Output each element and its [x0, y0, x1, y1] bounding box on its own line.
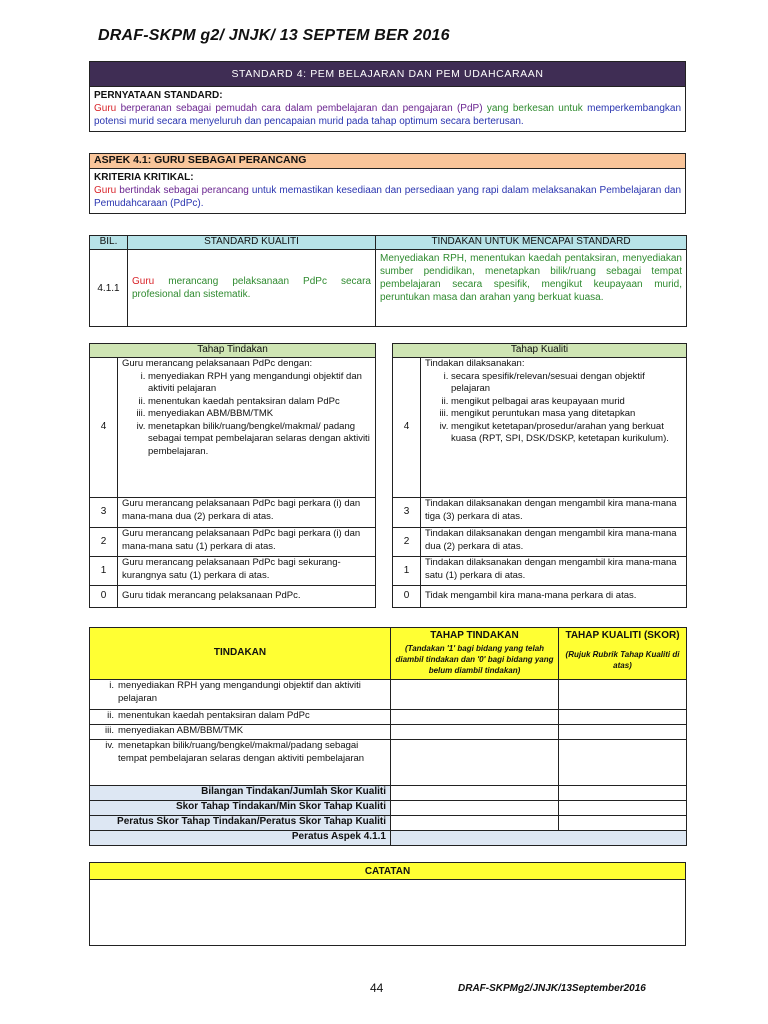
score-tahap-tindakan-cell[interactable]	[391, 725, 559, 740]
tindakan-level-2: 2	[90, 528, 118, 557]
standard-table	[89, 61, 686, 132]
kualiti-item: iv. mengikut ketetapan/prosedur/arahan yang berkuat kuasa (RPT, SPI, DSK/DSKP, ketetapan kurikulum).	[451, 421, 682, 446]
score-tahap-tindakan-cell[interactable]	[391, 710, 559, 725]
kualiti-level-4-desc	[421, 358, 687, 498]
score-header-tahap-kualiti	[559, 628, 687, 680]
score-tahap-tindakan-cell[interactable]	[391, 740, 559, 786]
standard-title: STANDARD 4: PEM BELAJARAN DAN PEM UDAHCARAAN	[90, 62, 686, 87]
kualiti-level-4-intro: Tindakan dilaksanakan:	[425, 358, 525, 369]
tahap-kualiti-table	[392, 343, 687, 608]
kriteria-kritikal	[90, 169, 686, 214]
score-header-tindakan: TINDAKAN	[90, 628, 391, 680]
score-item-1	[90, 680, 391, 710]
summary-bilangan-tindakan-cell[interactable]	[391, 786, 559, 801]
catatan-header: CATATAN	[90, 863, 686, 880]
score-tahap-tindakan-cell[interactable]	[391, 680, 559, 710]
score-item-roman: iv.	[105, 740, 114, 751]
kualiti-item: ii. mengikut pelbagai aras keupayaan murid	[451, 396, 682, 409]
tahap-tindakan-title: TAHAP TINDAKAN	[430, 630, 519, 641]
tindakan-level-2-desc: Guru merancang pelaksanaan PdPc bagi perkara (i) dan mana-mana satu (1) perkara di atas.	[118, 528, 376, 557]
tahap-kualiti-title: TAHAP KUALITI (SKOR)	[565, 630, 680, 641]
tindakan-level-3-desc: Guru merancang pelaksanaan PdPc bagi perkara (i) dan mana-mana dua (2) perkara di atas.	[118, 498, 376, 528]
summary-bilangan-kualiti-cell[interactable]	[559, 786, 687, 801]
pernyataan-text-3: memperkembangkan potensi murid secara menyeluruh dan pencapaian murid pada tahap optimum secara berterusan.	[94, 103, 682, 127]
score-table	[89, 627, 687, 846]
summary-peratus-tindakan-cell[interactable]	[391, 816, 559, 831]
tindakan-level-3: 3	[90, 498, 118, 528]
tahap-kualiti-note: (Rujuk Rubrik Tahap Kualiti di atas)	[565, 649, 680, 670]
pernyataan-label: PERNYATAAN STANDARD:	[94, 90, 223, 101]
pernyataan-text-1: berperanan sebagai pemudah cara dalam pembelajaran dan pengajaran (PdP)	[120, 103, 483, 114]
aspek-table	[89, 153, 686, 214]
aspek-title: ASPEK 4.1: GURU SEBAGAI PERANCANG	[90, 154, 686, 169]
catatan-table	[89, 862, 686, 946]
summary-peratus-label: Peratus Skor Tahap Tindakan/Peratus Skor Tahap Kualiti	[90, 816, 391, 831]
tindakan-standard-text: Menyediakan RPH, menentukan kaedah pentaksiran, menyediakan sumber pendidikan, menetapkan bilik/ruang sebagai tempat pembelajaran secara spesifik, mengikut keupayaan murid, peruntukan masa dan arahan yang berkuat kuasa.	[376, 250, 687, 327]
score-item-text: menentukan kaedah pentaksiran dalam PdPc	[118, 710, 310, 721]
kriteria-text-1: bertindak sebagai perancang	[119, 185, 249, 196]
header-standard-kualiti: STANDARD KUALITI	[128, 236, 376, 250]
kualiti-level-3-desc: Tindakan dilaksanakan dengan mengambil kira mana-mana tiga (3) perkara di atas.	[421, 498, 687, 528]
kriteria-label: KRITERIA KRITIKAL:	[94, 172, 194, 183]
score-item-roman: ii.	[107, 710, 114, 721]
summary-peratus-kualiti-cell[interactable]	[559, 816, 687, 831]
summary-skor-label: Skor Tahap Tindakan/Min Skor Tahap Kualiti	[90, 801, 391, 816]
kualiti-item: iii. mengikut peruntukan masa yang ditetapkan	[451, 408, 682, 421]
table-row	[90, 680, 687, 710]
score-item-roman: i.	[109, 680, 114, 691]
score-item-roman: iii.	[105, 725, 114, 736]
tindakan-item: i. menyediakan RPH yang mengandungi objektif dan aktiviti pelajaran	[148, 371, 371, 396]
standard-kualiti-text	[128, 250, 376, 327]
summary-peratus-aspek-cell[interactable]	[391, 831, 687, 846]
standard-kualiti-subject: Guru	[132, 276, 155, 287]
table-row	[90, 725, 687, 740]
tindakan-level-1-desc: Guru merancang pelaksanaan PdPc bagi sekurang-kurangnya satu (1) perkara di atas.	[118, 557, 376, 586]
kriteria-subject: Guru	[94, 185, 117, 196]
table-row	[90, 710, 687, 725]
score-tahap-kualiti-cell[interactable]	[559, 710, 687, 725]
tindakan-level-4-desc	[118, 358, 376, 498]
tindakan-level-4: 4	[90, 358, 118, 498]
score-item-text: menetapkan bilik/ruang/bengkel/makmal/padang sebagai tempat pembelajaran selaras dengan aktiviti pembelajaran	[118, 740, 365, 764]
kualiti-level-1: 1	[393, 557, 421, 586]
tindakan-level-0-desc: Guru tidak merancang pelaksanaan PdPc.	[118, 586, 376, 608]
kualiti-level-3: 3	[393, 498, 421, 528]
tahap-tindakan-header: Tahap Tindakan	[90, 344, 376, 358]
tindakan-item: iv. menetapkan bilik/ruang/bengkel/makmal/ padang sebagai tempat pembelajaran selaras dengan aktiviti pembelajaran.	[148, 421, 371, 459]
pernyataan-subject: Guru	[94, 103, 117, 114]
score-tahap-kualiti-cell[interactable]	[559, 740, 687, 786]
document-title: DRAF-SKPM g2/ JNJK/ 13 SEPTEM BER 2016	[98, 27, 450, 44]
tindakan-level-4-intro: Guru merancang pelaksanaan PdPc dengan:	[122, 358, 313, 369]
kualiti-level-2-desc: Tindakan dilaksanakan dengan mengambil kira mana-mana dua (2) perkara di atas.	[421, 528, 687, 557]
kualiti-item: i. secara spesifik/relevan/sesuai dengan objektif pelajaran	[451, 371, 682, 396]
summary-bilangan-label: Bilangan Tindakan/Jumlah Skor Kualiti	[90, 786, 391, 801]
score-item-text: menyediakan RPH yang mengandungi objektif dan aktiviti pelajaran	[118, 680, 361, 704]
header-bil: BIL.	[90, 236, 128, 250]
score-item-3	[90, 725, 391, 740]
tahap-tindakan-note: (Tandakan '1' bagi bidang yang telah diambil tindakan dan '0' bagi bidang yang belum diambil tindakan)	[395, 643, 554, 675]
kualiti-level-4: 4	[393, 358, 421, 498]
kriteria-text-2: untuk memastikan kesediaan dan persediaan yang rapi dalam melaksanakan Pembelajaran dan Pemudahcaraan (PdPc).	[94, 185, 682, 209]
tahap-kualiti-header: Tahap Kualiti	[393, 344, 687, 358]
tindakan-item: iii. menyediakan ABM/BBM/TMK	[148, 408, 371, 421]
tindakan-level-0: 0	[90, 586, 118, 608]
tindakan-item: ii. menentukan kaedah pentaksiran dalam PdPc	[148, 396, 371, 409]
summary-skor-tindakan-cell[interactable]	[391, 801, 559, 816]
score-tahap-kualiti-cell[interactable]	[559, 680, 687, 710]
score-tahap-kualiti-cell[interactable]	[559, 725, 687, 740]
summary-skor-kualiti-cell[interactable]	[559, 801, 687, 816]
kualiti-level-1-desc: Tindakan dilaksanakan dengan mengambil kira mana-mana satu (1) perkara di atas.	[421, 557, 687, 586]
summary-peratus-aspek-label: Peratus Aspek 4.1.1	[90, 831, 391, 846]
page-number: 44	[370, 981, 384, 995]
tahap-tindakan-table	[89, 343, 376, 608]
score-item-text: menyediakan ABM/BBM/TMK	[118, 725, 244, 736]
standard-kualiti-table	[89, 235, 687, 327]
catatan-body[interactable]	[90, 880, 686, 946]
table-row	[90, 740, 687, 786]
footer-doc-ref: DRAF-SKPMg2/JNJK/13September2016	[458, 983, 646, 994]
header-tindakan: TINDAKAN UNTUK MENCAPAI STANDARD	[376, 236, 687, 250]
score-item-2	[90, 710, 391, 725]
kualiti-level-0-desc: Tidak mengambil kira mana-mana perkara di atas.	[421, 586, 687, 608]
pernyataan-text-2: yang berkesan untuk	[486, 103, 583, 114]
tindakan-level-1: 1	[90, 557, 118, 586]
pernyataan-standard	[90, 87, 686, 132]
bil-value: 4.1.1	[90, 250, 128, 327]
score-header-tahap-tindakan	[391, 628, 559, 680]
kualiti-level-2: 2	[393, 528, 421, 557]
standard-kualiti-desc: merancang pelaksanaan PdPc secara profesional dan sistematik.	[132, 276, 371, 300]
kualiti-level-0: 0	[393, 586, 421, 608]
score-item-4	[90, 740, 391, 786]
